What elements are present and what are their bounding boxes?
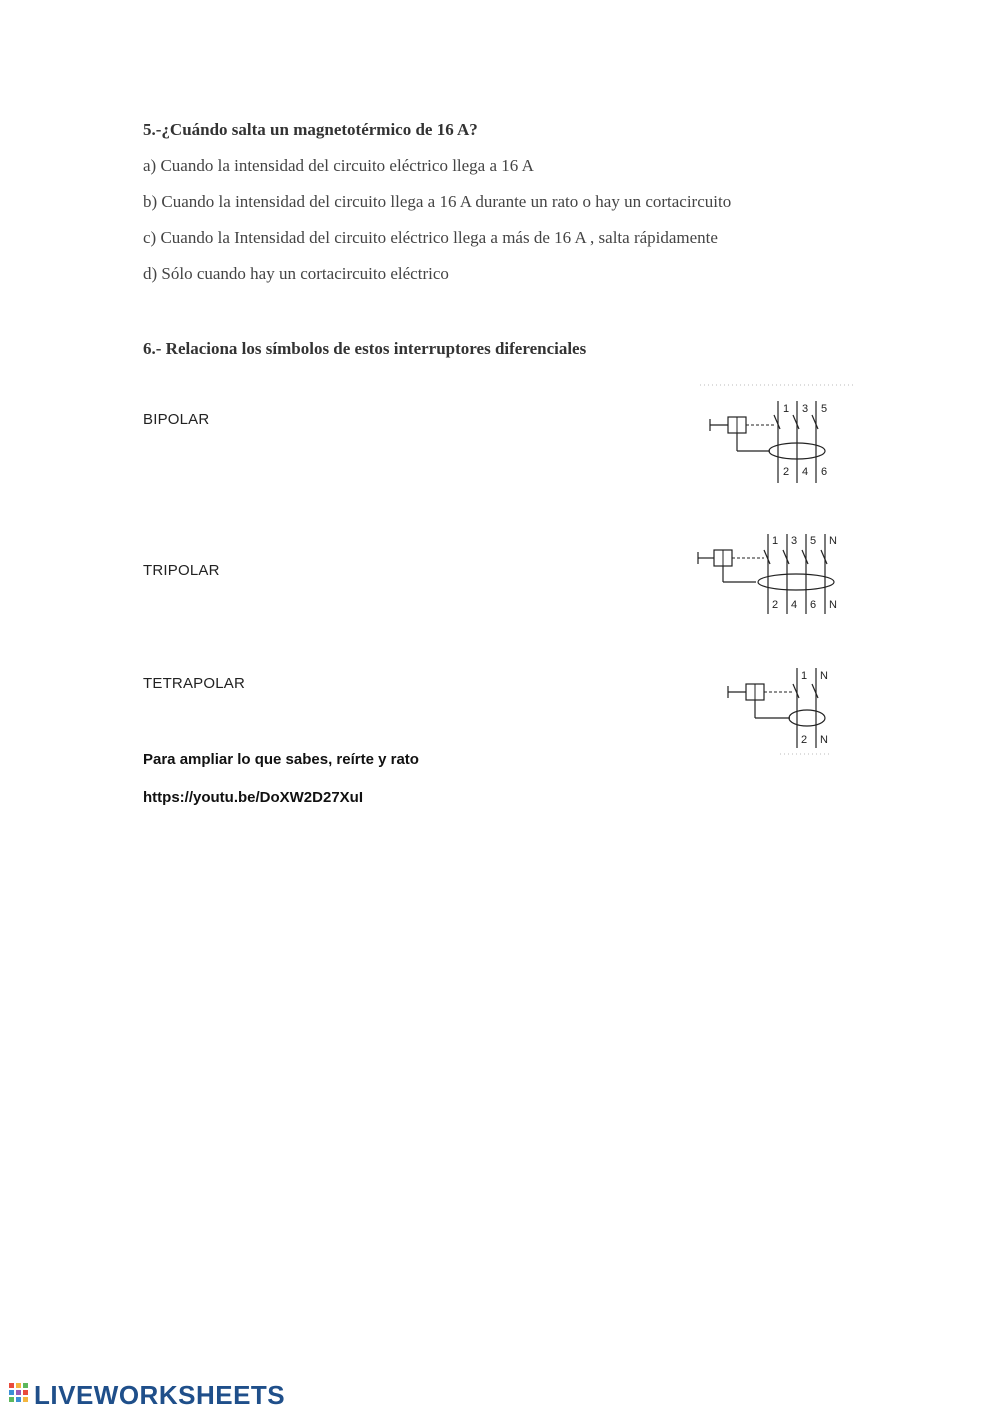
diagram-2-terminal-top-3: 3: [791, 535, 798, 547]
question-5-title: 5.-¿Cuándo salta un magnetotérmico de 16 A?: [143, 120, 478, 139]
diagram-3-terminal-top-1: 1: [801, 670, 808, 682]
label-bipolar: BIPOLAR: [143, 411, 210, 428]
diagram-2-terminal-top-5: 5: [810, 535, 817, 547]
question-5-option-d: d) Sólo cuando hay un cortacircuito eléctrico: [143, 264, 449, 283]
label-tripolar: TRIPOLAR: [143, 562, 220, 579]
diagram-1-terminal-bottom-6: 6: [821, 466, 828, 478]
diagram-2-terminal-bottom-n: N: [829, 599, 837, 611]
diagram-3-terminal-bottom-n: N: [820, 734, 828, 746]
diagram-two-pole: [720, 664, 850, 756]
extra-text: Para ampliar lo que sabes, reírte y rato: [143, 751, 419, 768]
video-link[interactable]: https://youtu.be/DoXW2D27XuI: [143, 789, 364, 806]
liveworksheets-grid-icon: [8, 1382, 30, 1408]
question-5-option-a: a) Cuando la intensidad del circuito eléctrico llega a 16 A: [143, 156, 534, 175]
diagram-2-terminal-top-1: 1: [772, 535, 779, 547]
brand-name: LIVEWORKSHEETS: [34, 1379, 286, 1410]
liveworksheets-logo[interactable]: [8, 1380, 285, 1410]
diagram-1-terminal-top-5: 5: [821, 403, 828, 415]
label-tetrapolar: TETRAPOLAR: [143, 675, 246, 692]
diagram-1-terminal-top-3: 3: [802, 403, 809, 415]
diagram-four-pole: [690, 530, 850, 620]
diagram-2-terminal-bottom-6: 6: [810, 599, 817, 611]
diagram-1-terminal-bottom-4: 4: [802, 466, 809, 478]
diagram-1-terminal-top-1: 1: [783, 403, 790, 415]
diagram-three-pole: [700, 383, 860, 491]
diagram-2-terminal-bottom-4: 4: [791, 599, 798, 611]
diagram-2-terminal-bottom-2: 2: [772, 599, 779, 611]
question-5-option-c: c) Cuando la Intensidad del circuito eléctrico llega a más de 16 A , salta rápidamente: [143, 228, 718, 247]
diagram-1-terminal-bottom-2: 2: [783, 466, 790, 478]
question-5-option-b: b) Cuando la intensidad del circuito llega a 16 A durante un rato o hay un cortacircuito: [143, 192, 732, 211]
diagram-2-terminal-top-n: N: [829, 535, 837, 547]
diagram-3-terminal-top-n: N: [820, 670, 828, 682]
question-6-title: 6.- Relaciona los símbolos de estos interruptores diferenciales: [143, 339, 587, 358]
diagram-3-terminal-bottom-2: 2: [801, 734, 808, 746]
